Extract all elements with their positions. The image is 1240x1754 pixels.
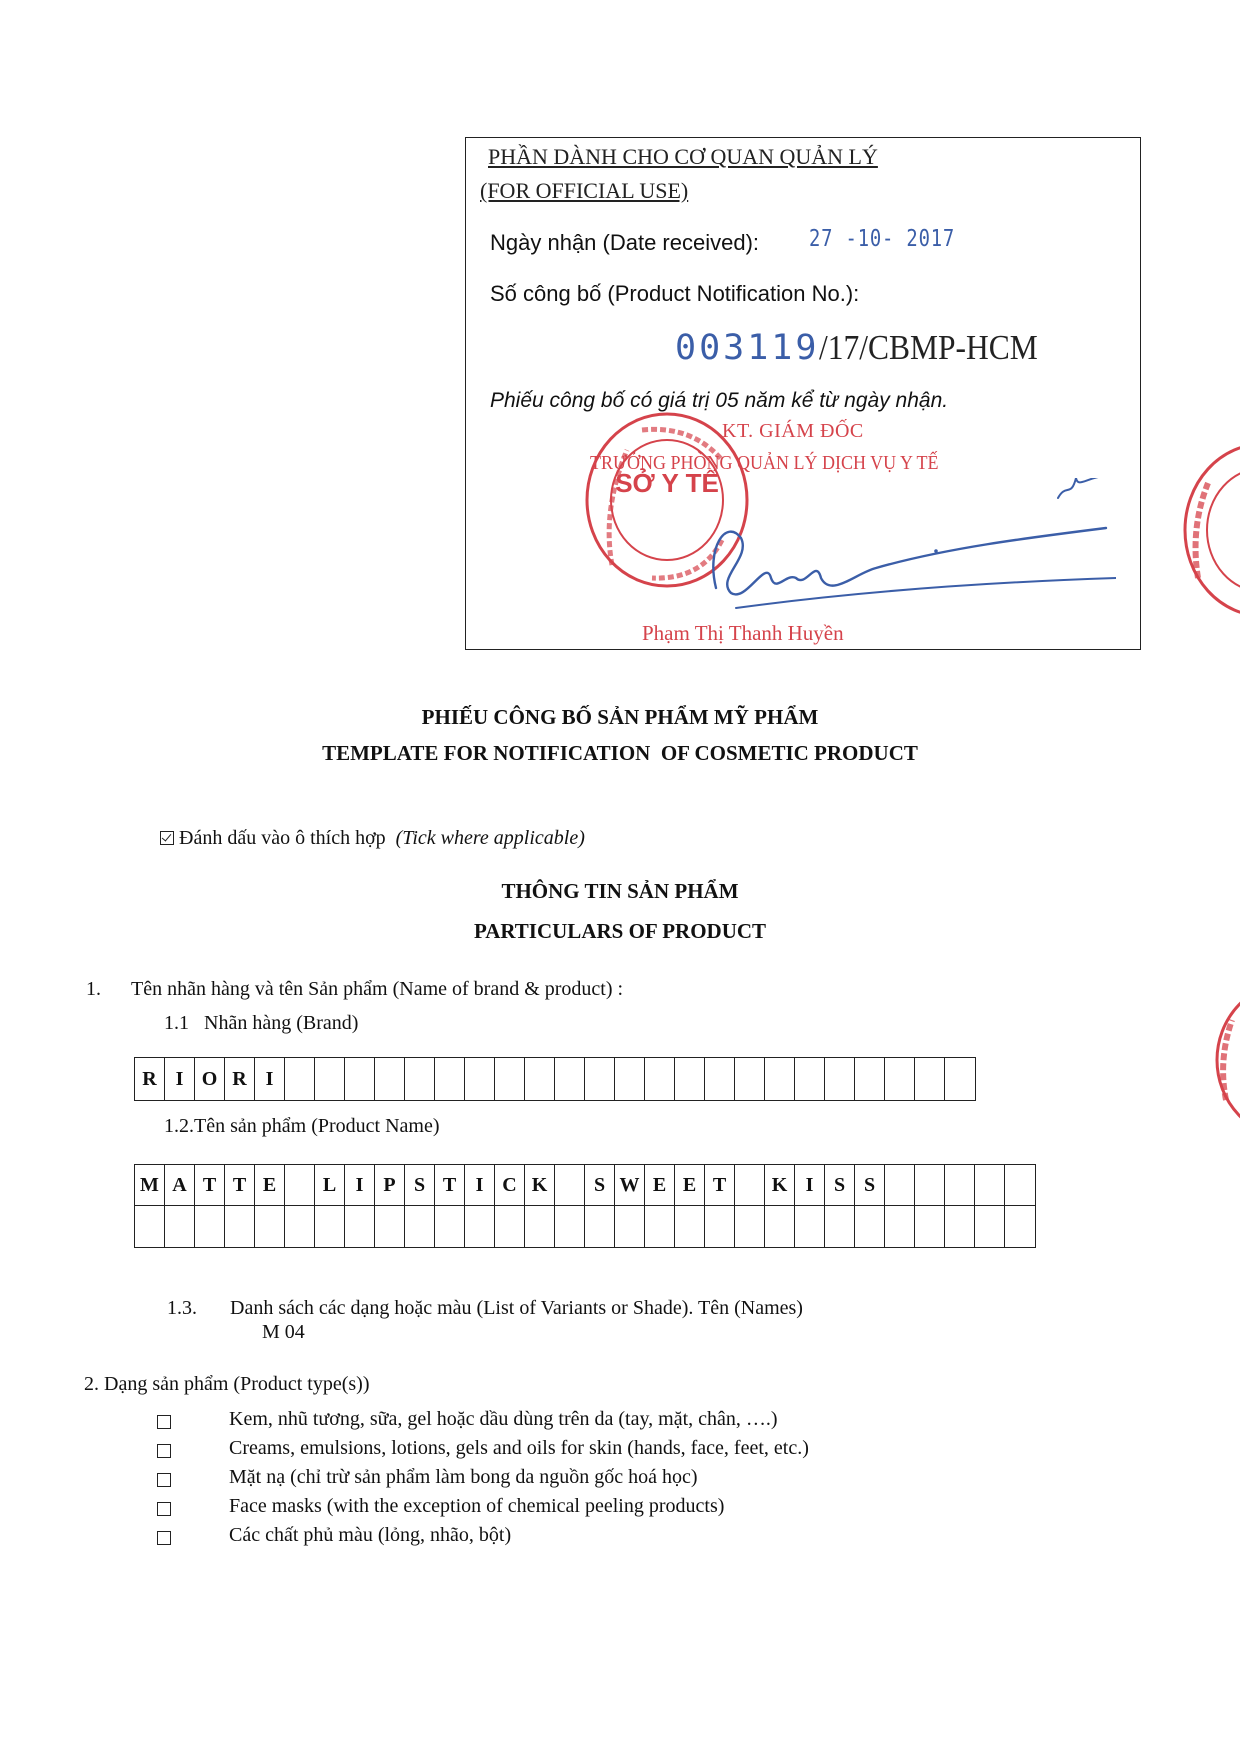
- notification-suffix: /17/CBMP-HCM: [819, 328, 1039, 367]
- char-cell: E: [675, 1165, 705, 1205]
- char-cell: [435, 1058, 465, 1100]
- edge-stamp-upper: [1178, 438, 1240, 622]
- char-cell: M: [135, 1165, 165, 1205]
- char-cell: I: [345, 1165, 375, 1205]
- option-label: Mặt nạ (chỉ trừ sản phẩm làm bong da nguồn gốc hoá học): [229, 1466, 698, 1488]
- char-cell: T: [435, 1165, 465, 1205]
- stamp-fragment-icon: [1212, 980, 1240, 1140]
- char-cell: [1005, 1206, 1035, 1247]
- char-cell: I: [255, 1058, 285, 1100]
- char-cell: S: [825, 1165, 855, 1205]
- option-label: Kem, nhũ tương, sữa, gel hoặc dầu dùng trên da (tay, mặt, chân, ….): [229, 1408, 778, 1430]
- char-cell: [675, 1206, 705, 1247]
- char-cell: [375, 1206, 405, 1247]
- char-cell: R: [225, 1058, 255, 1100]
- unchecked-box-icon[interactable]: [157, 1415, 171, 1429]
- char-cell: S: [585, 1165, 615, 1205]
- char-cell: I: [465, 1165, 495, 1205]
- option-label: Các chất phủ màu (lỏng, nhão, bột): [229, 1524, 512, 1546]
- char-cell: [855, 1058, 885, 1100]
- char-cell: [915, 1165, 945, 1205]
- brand-label: 1.1 Nhãn hàng (Brand): [164, 1012, 359, 1034]
- char-cell: T: [195, 1165, 225, 1205]
- validity-note: Phiếu công bố có giá trị 05 năm kể từ ngày nhận.: [490, 389, 949, 412]
- section-title-vi: THÔNG TIN SẢN PHẨM: [501, 879, 739, 903]
- char-cell: [255, 1206, 285, 1247]
- char-cell: [405, 1206, 435, 1247]
- char-cell: [975, 1206, 1005, 1247]
- char-cell: I: [165, 1058, 195, 1100]
- char-cell: [885, 1165, 915, 1205]
- char-cell: [315, 1058, 345, 1100]
- char-cell: W: [615, 1165, 645, 1205]
- char-cell: [705, 1206, 735, 1247]
- signer-title-2: TRƯỞNG PHÒNG QUẢN LÝ DỊCH VỤ Y TẾ: [590, 452, 939, 474]
- signature: [646, 478, 1116, 618]
- char-cell: I: [795, 1165, 825, 1205]
- product-name-grid: [134, 1164, 1036, 1248]
- section-title-en: PARTICULARS OF PRODUCT: [473, 919, 767, 943]
- char-cell: O: [195, 1058, 225, 1100]
- char-cell: [225, 1206, 255, 1247]
- char-cell: P: [375, 1165, 405, 1205]
- char-cell: [1005, 1165, 1035, 1205]
- char-cell: [495, 1058, 525, 1100]
- char-cell: S: [855, 1165, 885, 1205]
- char-cell: [825, 1058, 855, 1100]
- char-cell: [135, 1206, 165, 1247]
- char-cell: [285, 1206, 315, 1247]
- product-name-row-1: [134, 1164, 1036, 1206]
- signature-icon: [646, 478, 1116, 618]
- char-cell: [645, 1058, 675, 1100]
- unchecked-box-icon[interactable]: [157, 1531, 171, 1545]
- char-cell: L: [315, 1165, 345, 1205]
- char-cell: [525, 1058, 555, 1100]
- char-cell: R: [135, 1058, 165, 1100]
- char-cell: [975, 1165, 1005, 1205]
- title-en: TEMPLATE FOR NOTIFICATION OF COSMETIC PRODUCT: [322, 741, 918, 765]
- char-cell: [195, 1206, 225, 1247]
- char-cell: [345, 1058, 375, 1100]
- variants-number: 1.3.: [167, 1297, 197, 1319]
- char-cell: [915, 1206, 945, 1247]
- char-cell: [555, 1058, 585, 1100]
- char-cell: [885, 1206, 915, 1247]
- char-cell: [285, 1058, 315, 1100]
- checked-box-icon: [160, 831, 174, 845]
- unchecked-box-icon[interactable]: [157, 1502, 171, 1516]
- notification-number: 003119: [675, 328, 820, 368]
- char-cell: K: [525, 1165, 555, 1205]
- char-cell: [615, 1206, 645, 1247]
- char-cell: E: [255, 1165, 285, 1205]
- official-heading-vi: PHẦN DÀNH CHO CƠ QUAN QUẢN LÝ: [488, 144, 878, 169]
- char-cell: [585, 1058, 615, 1100]
- char-cell: [525, 1206, 555, 1247]
- variants-label: Danh sách các dạng hoặc màu (List of Variants or Shade). Tên (Names): [230, 1297, 803, 1319]
- char-cell: [945, 1058, 975, 1100]
- item1-number: 1.: [86, 978, 101, 1000]
- char-cell: [885, 1058, 915, 1100]
- char-cell: E: [645, 1165, 675, 1205]
- char-cell: [915, 1058, 945, 1100]
- char-cell: [765, 1058, 795, 1100]
- char-cell: [285, 1165, 315, 1205]
- char-cell: [795, 1058, 825, 1100]
- edge-stamp-lower: [1212, 980, 1240, 1140]
- notification-label: Số công bố (Product Notification No.):: [490, 281, 860, 306]
- char-cell: [435, 1206, 465, 1247]
- char-cell: [555, 1206, 585, 1247]
- stamp-fragment-icon: [1178, 438, 1240, 622]
- char-cell: [165, 1206, 195, 1247]
- unchecked-box-icon[interactable]: [157, 1444, 171, 1458]
- tick-note-en: (Tick where applicable): [395, 827, 585, 849]
- char-cell: [465, 1058, 495, 1100]
- char-cell: [735, 1058, 765, 1100]
- char-cell: [465, 1206, 495, 1247]
- item2-label: 2. Dạng sản phẩm (Product type(s)): [84, 1373, 370, 1395]
- char-cell: [675, 1058, 705, 1100]
- brand-grid: [134, 1057, 976, 1101]
- char-cell: S: [405, 1165, 435, 1205]
- date-received-label: Ngày nhận (Date received):: [490, 230, 760, 255]
- char-cell: [735, 1206, 765, 1247]
- official-heading-en: (FOR OFFICIAL USE): [480, 178, 689, 203]
- tick-note-vi: Đánh dấu vào ô thích hợp: [179, 827, 386, 849]
- option-label: Face masks (with the exception of chemical peeling products): [229, 1495, 725, 1517]
- item1-label: Tên nhãn hàng và tên Sản phẩm (Name of brand & product) :: [131, 978, 624, 1000]
- char-cell: A: [165, 1165, 195, 1205]
- char-cell: [615, 1058, 645, 1100]
- char-cell: [555, 1165, 585, 1205]
- char-cell: [405, 1058, 435, 1100]
- product-name-label: 1.2.Tên sản phẩm (Product Name): [164, 1115, 440, 1137]
- product-name-row-2: [134, 1206, 1036, 1248]
- char-cell: [495, 1206, 525, 1247]
- char-cell: C: [495, 1165, 525, 1205]
- char-cell: [735, 1165, 765, 1205]
- char-cell: [645, 1206, 675, 1247]
- char-cell: [825, 1206, 855, 1247]
- stamp-text: SỞ Y TẾ: [615, 468, 719, 498]
- char-cell: K: [765, 1165, 795, 1205]
- option-label: Creams, emulsions, lotions, gels and oils for skin (hands, face, feet, etc.): [229, 1437, 809, 1459]
- char-cell: [585, 1206, 615, 1247]
- official-use-box: [465, 137, 1141, 650]
- char-cell: [795, 1206, 825, 1247]
- title-vi: PHIẾU CÔNG BỐ SẢN PHẨM MỸ PHẨM: [421, 705, 819, 729]
- char-cell: [375, 1058, 405, 1100]
- signer-name: Phạm Thị Thanh Huyền: [642, 621, 844, 645]
- char-cell: [855, 1206, 885, 1247]
- tick-note: [160, 827, 585, 850]
- char-cell: [945, 1165, 975, 1205]
- char-cell: T: [705, 1165, 735, 1205]
- signer-title-1: KT. GIÁM ĐỐC: [722, 420, 864, 442]
- date-received-value: 27 -10- 2017: [809, 226, 956, 252]
- char-cell: [315, 1206, 345, 1247]
- char-cell: [705, 1058, 735, 1100]
- char-cell: [345, 1206, 375, 1247]
- unchecked-box-icon[interactable]: [157, 1473, 171, 1487]
- char-cell: [765, 1206, 795, 1247]
- char-cell: T: [225, 1165, 255, 1205]
- variants-value: M 04: [262, 1321, 305, 1343]
- notification-number-line: [675, 328, 1063, 368]
- char-cell: [945, 1206, 975, 1247]
